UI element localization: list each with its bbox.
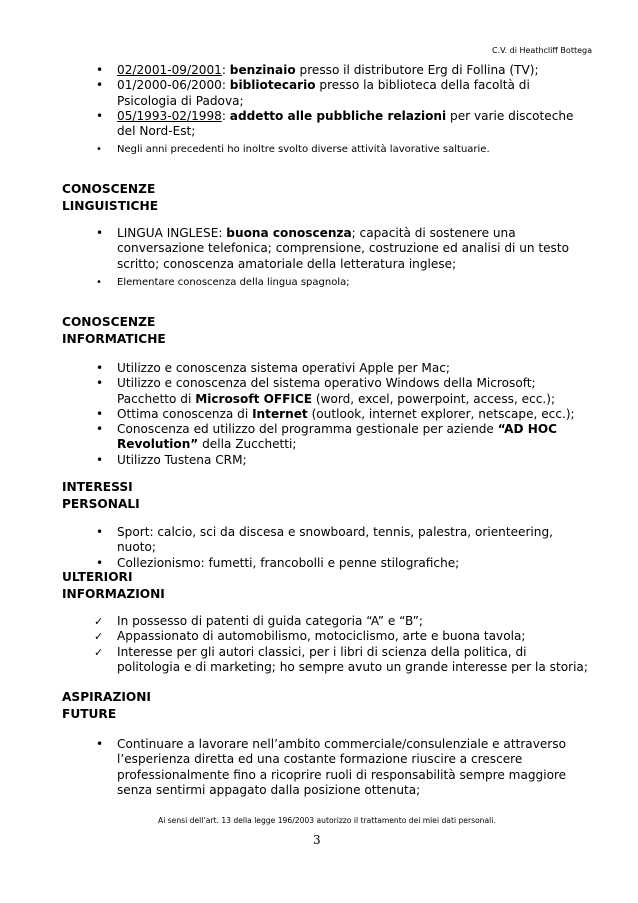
separator: :	[221, 63, 230, 77]
bullet-icon: •	[96, 276, 102, 288]
bullet-icon: •	[96, 555, 104, 570]
section-title-line: ULTERIORI	[62, 570, 133, 584]
bullet-icon: •	[96, 737, 104, 751]
list-item	[90, 556, 590, 571]
item-text: LINGUA INGLESE:	[117, 226, 227, 240]
section-title-line: INTERESSI	[62, 480, 133, 494]
item-text: Sport: calcio, sci da discesa e snowboard, tennis, palestra, orienteering, nuoto;	[117, 525, 553, 555]
description: per varie discoteche del Nord-Est;	[117, 108, 574, 139]
bullet-icon: •	[96, 108, 104, 123]
bullet-icon: •	[96, 452, 104, 467]
informatiche-list	[90, 361, 590, 468]
list-item	[90, 645, 590, 676]
list-item	[90, 407, 590, 422]
item-text: Appassionato di automobilismo, motociclismo, arte e buona tavola;	[117, 629, 526, 644]
section-title-interessi	[62, 479, 140, 513]
work-experience-list	[90, 63, 590, 157]
section-title-line: LINGUISTICHE	[62, 199, 159, 213]
item-text: Utilizzo Tustena CRM;	[117, 452, 247, 467]
description: presso il distributore Erg di Follina (TV);	[295, 63, 539, 77]
item-text: Continuare a lavorare nell’ambito commerciale/consulenziale e attraverso l’esperienza diretta ed una costante formazione riuscire a crescere professionalmente fino a ricoprire ruoli di responsabilità sempre maggiore senza sentirmi appagato dalla posizione ottenuta;	[117, 737, 567, 797]
section-title-ulteriori	[62, 569, 165, 603]
separator: :	[221, 78, 230, 93]
section-title-line: INFORMAZIONI	[62, 587, 165, 601]
bullet-icon: •	[96, 376, 104, 391]
role: benzinaio	[229, 63, 296, 77]
section-title-informatiche	[62, 314, 166, 348]
item-text: (word, excel, powerpoint, access, ecc.);	[312, 391, 556, 406]
bullet-icon: •	[96, 422, 104, 437]
separator: :	[221, 108, 230, 123]
role: bibliotecario	[229, 78, 316, 93]
interessi-list	[90, 525, 590, 571]
check-icon: ✓	[94, 615, 104, 628]
section-title-aspirazioni	[62, 689, 151, 723]
section-title-line: CONOSCENZE	[62, 315, 156, 329]
list-item	[90, 226, 590, 272]
list-item	[90, 63, 590, 78]
item-text: Conoscenza ed utilizzo del programma gestionale per aziende	[117, 422, 498, 437]
check-icon: ✓	[94, 645, 104, 659]
list-item	[90, 453, 590, 468]
item-emphasis: Microsoft OFFICE	[195, 391, 313, 406]
bullet-icon: •	[96, 525, 104, 539]
period: 01/2000-06/2000	[117, 78, 222, 93]
period: 02/2001-09/2001	[117, 63, 222, 77]
item-text: In possesso di patenti di guida categoria “A” e “B”;	[117, 614, 423, 628]
item-text: Utilizzo e conoscenza sistema operativi Apple per Mac;	[117, 361, 450, 375]
list-item	[90, 109, 590, 140]
item-emphasis: “AD HOC Revolution”	[117, 422, 557, 452]
list-item	[90, 78, 590, 109]
bullet-icon: •	[96, 226, 104, 240]
list-item	[90, 361, 590, 376]
ulteriori-list	[90, 614, 590, 675]
list-item	[90, 737, 590, 798]
section-title-line: ASPIRAZIONI	[62, 690, 151, 704]
bullet-icon: •	[96, 63, 104, 77]
page-number: 3	[313, 833, 321, 847]
linguistiche-list	[90, 226, 590, 290]
bullet-icon: •	[96, 406, 104, 421]
list-item	[90, 629, 590, 644]
list-item	[90, 614, 590, 629]
item-text: Collezionismo: fumetti, francobolli e penne stilografiche;	[117, 555, 460, 570]
item-text: Ottima conoscenza di	[117, 406, 253, 421]
list-item	[90, 376, 590, 407]
section-title-linguistiche	[62, 181, 158, 215]
section-title-line: CONOSCENZE	[62, 182, 156, 196]
item-text: Elementare conoscenza della lingua spagnola;	[117, 276, 350, 288]
bullet-icon: •	[96, 78, 104, 93]
list-item	[90, 525, 590, 556]
description: Negli anni precedenti ho inoltre svolto diverse attività lavorative saltuarie.	[117, 144, 490, 156]
aspirazioni-list	[90, 737, 590, 798]
section-title-line: PERSONALI	[62, 497, 140, 511]
item-text: (outlook, internet explorer, netscape, ecc.);	[307, 406, 575, 421]
description: presso la biblioteca della facoltà di Psicologia di Padova;	[117, 78, 530, 108]
item-emphasis: Internet	[252, 406, 308, 421]
bullet-icon: •	[96, 144, 102, 156]
bullet-icon: •	[96, 361, 104, 375]
item-text: della Zucchetti;	[198, 437, 297, 452]
role: addetto alle pubbliche relazioni	[229, 108, 447, 123]
section-title-line: FUTURE	[62, 707, 117, 721]
list-item	[90, 422, 590, 453]
header-text: C.V. di Heathcliff Bottega	[491, 46, 592, 55]
list-item	[90, 275, 590, 290]
list-item	[90, 142, 590, 157]
item-text: Interesse per gli autori classici, per i libri di scienza della politica, di politologia e di marketing; ho sempre avuto un grande interesse per la storia;	[117, 644, 588, 674]
privacy-note: Ai sensi dell’art. 13 della legge 196/2003 autorizzo il trattamento dei miei dati personali.	[158, 816, 496, 825]
item-emphasis: buona conoscenza	[226, 226, 352, 240]
item-text: Utilizzo e conoscenza del sistema operativo Windows della Microsoft; Pacchetto di	[117, 376, 536, 406]
period: 05/1993-02/1998	[117, 108, 222, 123]
section-title-line: INFORMATICHE	[62, 332, 166, 346]
check-icon: ✓	[94, 630, 104, 644]
item-text: ; capacità di sostenere una conversazione telefonica; comprensione, costruzione ed analisi di un testo scritto; conoscenza amatoriale della letteratura inglese;	[117, 226, 570, 271]
